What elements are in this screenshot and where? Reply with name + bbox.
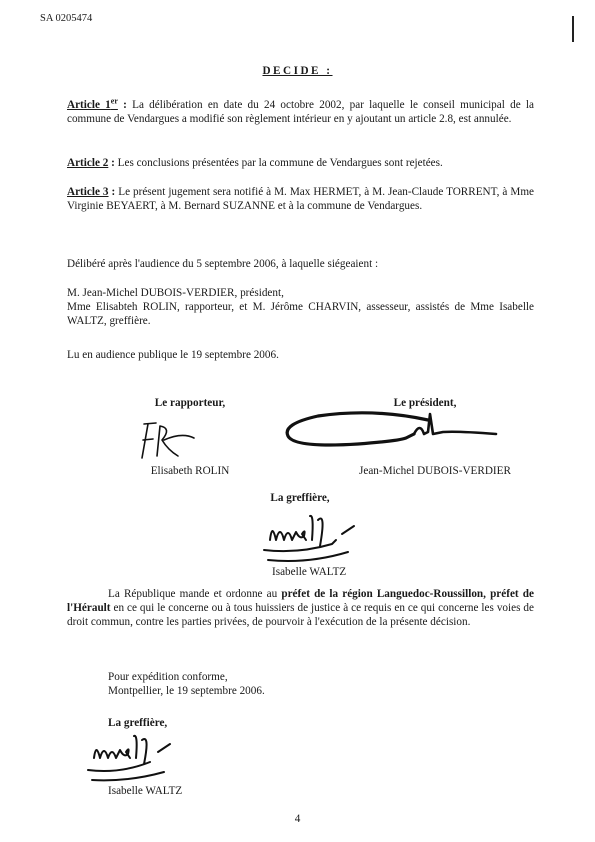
article-1-text: La délibération en date du 24 octobre 2002, par laquelle le conseil municipal de la commune de Vendargues a modifié son règlement intérieur en y ajoutant un article 2.8, est annulée. [67,99,534,125]
prefect-designation: préfet de la région Languedoc-Roussillon, préfet de l'Hérault [67,588,534,614]
rapporteur-title: Le rapporteur, [154,397,226,409]
rapporteur-name: Elisabeth ROLIN [150,465,230,477]
article-2-label: Article 2 [67,157,109,169]
greffiere-signature [258,510,378,568]
president-title: Le président, [393,397,457,409]
article-3: Article 3 : Le présent jugement sera notifié à M. Max HERMET, à M. Jean-Claude TORRENT, à Mme Virginie BEYAERT, à M. Bernard SUZANNE et à la commune de Vendargues. [67,186,534,212]
certification-name: Isabelle WALTZ [108,785,183,797]
public-hearing-line: Lu en audience publique le 19 septembre 2006. [67,349,279,361]
certification-line-1: Pour expédition conforme, [108,671,228,683]
president-name: Jean-Michel DUBOIS-VERDIER [359,465,511,477]
certification-signature [84,732,188,786]
article-2-text: Les conclusions présentées par la commune de Vendargues sont rejetées. [117,157,443,169]
document-reference: SA 0205474 [40,13,93,24]
greffiere-title: La greffière, [270,492,330,504]
scan-edge-mark [572,16,574,42]
decision-heading: DECIDE : [262,65,333,77]
rapporteur-signature [138,418,202,462]
certification-title: La greffière, [108,717,168,729]
deliberation-line: Délibéré après l'audience du 5 septembre 2006, à laquelle siégeaient : [67,258,379,270]
article-2: Article 2 : Les conclusions présentées par la commune de Vendargues sont rejetées. [67,157,443,169]
certification-line-2: Montpellier, le 19 septembre 2006. [108,685,265,697]
article-1: Article 1er : La délibération en date du 24 octobre 2002, par laquelle le conseil municipal de la commune de Vendargues a modifié son règlement intérieur en y ajoutant un article 2.8, est annulée. [67,96,534,125]
greffiere-name: Isabelle WALTZ [272,566,347,578]
article-3-label: Article 3 [67,186,109,198]
members-line-2: Mme Elisabteh ROLIN, rapporteur, et M. Jérôme CHARVIN, assesseur, assistés de Mme Isabelle WALTZ, greffière. [67,301,534,327]
executory-formula: La République mande et ordonne au préfet de la région Languedoc-Roussillon, préfet de l'Hérault en ce qui le concerne ou à tous huissiers de justice à ce requis en ce qui concerne les voies de droit commun, contre les parties privées, de pourvoir à l'exécution de la présente décision. [67,588,534,628]
president-signature [278,404,502,454]
article-3-text: Le présent jugement sera notifié à M. Max HERMET, à M. Jean-Claude TORRENT, à Mme Virginie BEYAERT, à M. Bernard SUZANNE et à la commune de Vendargues. [67,186,534,212]
article-1-label: Article 1er [67,96,118,111]
members-line-1: M. Jean-Michel DUBOIS-VERDIER, président, [67,287,284,299]
page-number: 4 [294,813,301,825]
